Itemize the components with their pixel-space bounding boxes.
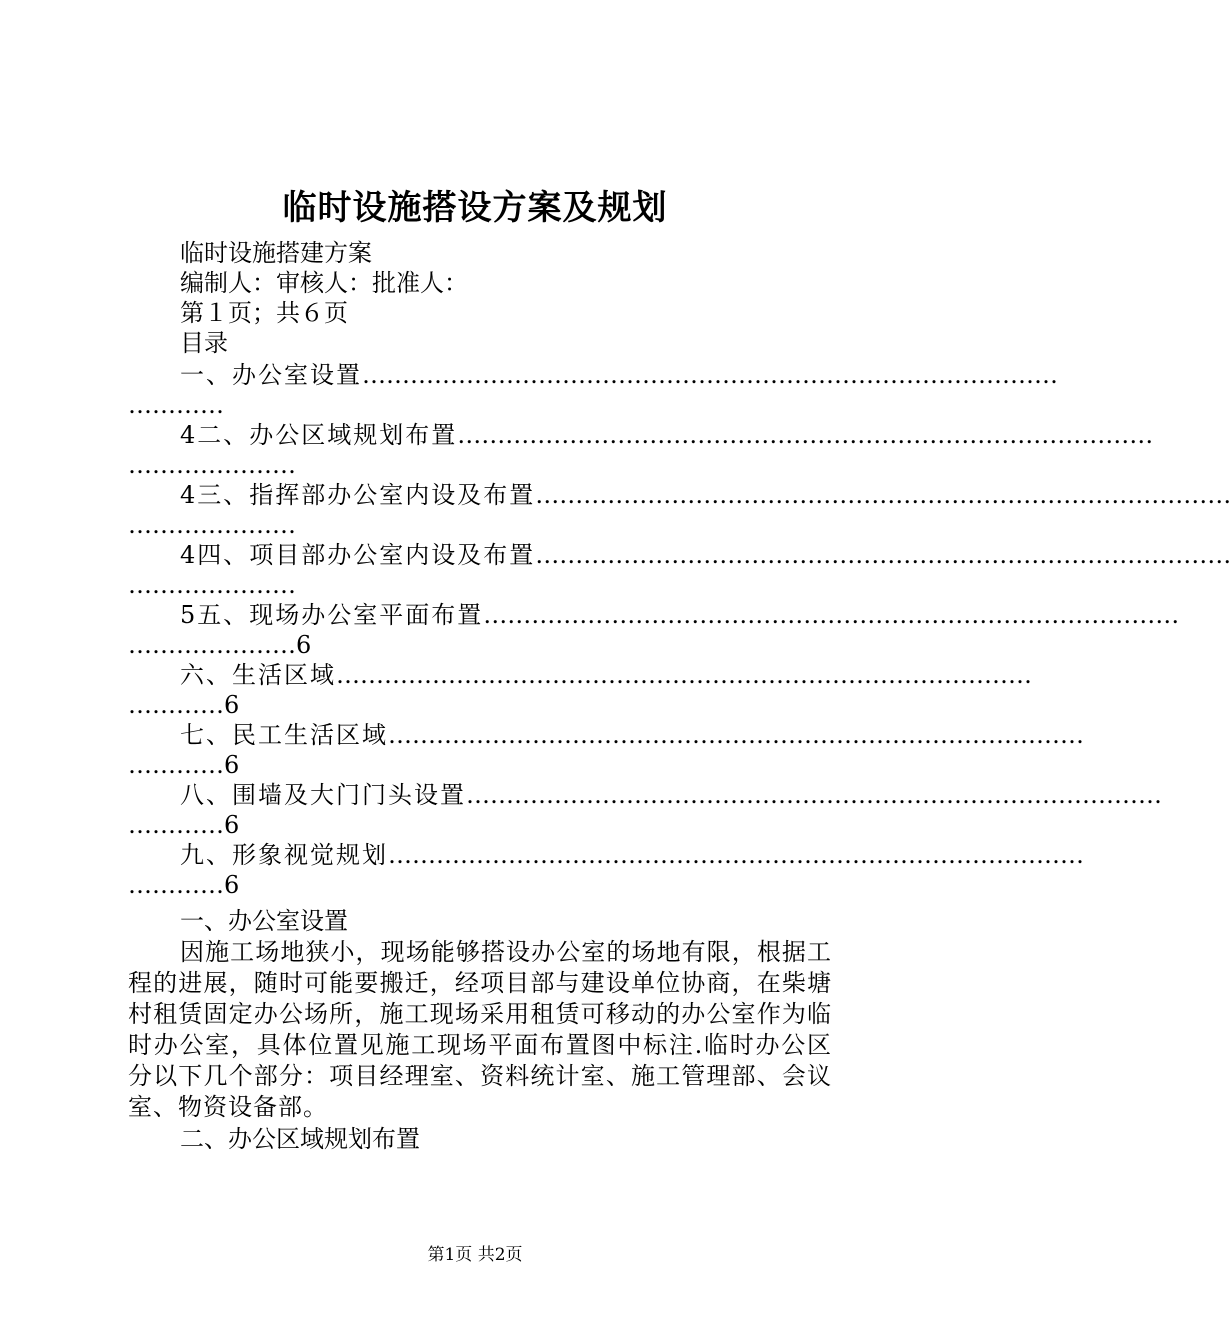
- toc-entry[interactable]: [128, 780, 1162, 840]
- toc-leader: …………………: [128, 631, 296, 659]
- toc-leader: …………: [128, 871, 224, 899]
- toc-entry[interactable]: [128, 540, 1231, 600]
- toc-entry-text: 七、民工生活区域: [180, 721, 388, 749]
- toc-leader: …………: [128, 811, 224, 839]
- toc-entry[interactable]: [128, 420, 1154, 480]
- toc-entry[interactable]: [128, 840, 1084, 900]
- toc-entry-text: 一、办公室设置: [180, 361, 362, 389]
- toc-entry-text: 4三、指挥部办公室内设及布置: [180, 481, 536, 509]
- toc-leader: ……………………………………………………………………………: [362, 361, 1058, 389]
- toc-entry-text: 5五、现场办公室平面布置: [180, 601, 484, 629]
- toc-entry-page: 6: [224, 691, 240, 719]
- toc-leader: ……………………………………………………………………………: [388, 841, 1084, 869]
- toc-leader: ……………………………………………………………………………: [336, 661, 1032, 689]
- toc-entry-page: 6: [224, 751, 240, 779]
- section-heading: 二、办公区域规划布置: [180, 1125, 420, 1153]
- section-body: 因施工场地狭小，现场能够搭设办公室的场地有限，根据工程的进展，随时可能要搬迁，经项目部与建设单位协商，在柴塘村租赁固定办公场所，施工现场采用租赁可移动的办公室作为临时办公室，具体位置见施工现场平面布置图中标注.临时办公区分以下几个部分：项目经理室、资料统计室、施工管理部、会议室、物资设备部。: [128, 938, 832, 1121]
- toc-entry-text: 4二、办公区域规划布置: [180, 421, 458, 449]
- toc-entry-page: 6: [224, 811, 240, 839]
- toc-entry[interactable]: [128, 720, 1084, 780]
- toc-leader: …………: [128, 691, 224, 719]
- toc-entry-text: 八、围墙及大门门头设置: [180, 781, 466, 809]
- subtitle-line: 临时设施搭建方案: [180, 239, 372, 267]
- toc-leader: ……………………………………………………………………………: [535, 541, 1231, 569]
- document-title: 临时设施搭设方案及规划: [282, 188, 668, 228]
- page-count-line: 第１页；共６页: [180, 299, 348, 327]
- toc-entry[interactable]: [128, 660, 1032, 720]
- section-heading: 一、办公室设置: [180, 907, 348, 935]
- toc-leader: ……………………………………………………………………………: [457, 421, 1154, 449]
- toc-leader: …………: [128, 391, 224, 419]
- toc-entry-text: 4四、项目部办公室内设及布置: [180, 541, 536, 569]
- toc-leader: …………: [128, 751, 224, 779]
- toc-leader: …………………: [128, 451, 296, 479]
- toc-leader: ……………………………………………………………………………: [388, 721, 1084, 749]
- table-of-contents: [128, 360, 1231, 900]
- page-footer: 第1页 共2页: [427, 1245, 523, 1265]
- toc-entry[interactable]: [128, 360, 1058, 420]
- toc-leader: ……………………………………………………………………………: [535, 481, 1231, 509]
- toc-heading: 目录: [180, 329, 228, 357]
- toc-entry-page: 6: [296, 631, 312, 659]
- toc-entry-page: 6: [224, 871, 240, 899]
- toc-entry[interactable]: [128, 480, 1231, 540]
- toc-entry-text: 九、形象视觉规划: [180, 841, 388, 869]
- toc-leader: ……………………………………………………………………………: [483, 601, 1180, 629]
- author-line: 编制人：审核人：批准人：: [180, 269, 468, 297]
- toc-entry[interactable]: [128, 600, 1180, 660]
- toc-leader: …………………: [128, 571, 296, 599]
- toc-leader: ……………………………………………………………………………: [466, 781, 1162, 809]
- toc-entry-text: 六、生活区域: [180, 661, 336, 689]
- toc-leader: …………………: [128, 511, 296, 539]
